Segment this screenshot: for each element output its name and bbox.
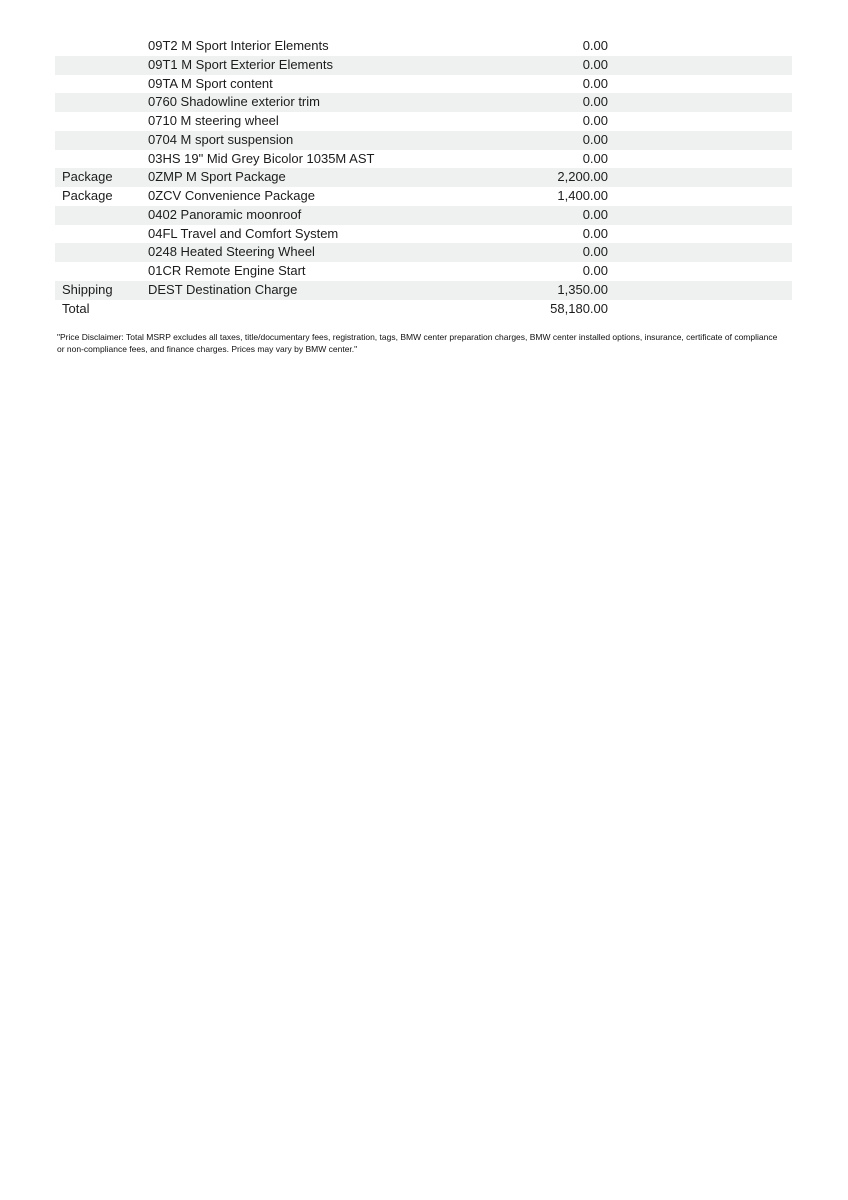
table-row [55,206,792,225]
row-description: 01CR Remote Engine Start [148,263,306,278]
table-row [55,187,792,206]
row-description: 0704 M sport suspension [148,131,294,147]
table-row [55,112,792,131]
table-row [55,225,792,244]
table-row [55,281,792,300]
row-value: 0.00 [582,150,608,166]
row-value: 0.00 [582,131,608,147]
row-description: 09TA M Sport content [148,75,273,91]
row-category: Package [62,188,113,203]
row-description: DEST Destination Charge [148,281,298,297]
row-description: 0ZMP M Sport Package [148,169,286,185]
table-row [55,56,792,75]
table-row [55,168,792,187]
row-description: 0ZCV Convenience Package [148,188,315,203]
row-value: 0.00 [582,244,608,260]
row-description: 0760 Shadowline exterior trim [148,94,320,110]
row-value: 1,400.00 [557,188,608,203]
row-value: 0.00 [582,75,608,91]
row-value: 1,350.00 [557,281,608,297]
row-description: 09T1 M Sport Exterior Elements [148,56,333,72]
row-category: Total [62,300,90,316]
table-row [55,150,792,169]
row-value: 0.00 [582,38,608,53]
row-description: 03HS 19" Mid Grey Bicolor 1035M AST [148,150,375,166]
table-row [55,75,792,94]
row-value: 0.00 [582,113,608,128]
table-row [55,300,792,319]
row-value: 0.00 [582,225,608,241]
row-category: Shipping [62,281,113,297]
row-description: 0710 M steering wheel [148,113,279,128]
row-value: 58,180.00 [550,300,608,316]
table-row [55,131,792,150]
row-value: 0.00 [582,263,608,278]
row-value: 0.00 [582,56,608,72]
price-disclaimer: "Price Disclaimer: Total MSRP excludes all taxes, title/documentary fees, registration, tags, BMW center preparation charges, BMW center installed options, insurance, certificate of compliance or non-compliance fees, and finance charges. Prices may vary by BMW center." [57,332,778,354]
row-value: 2,200.00 [557,169,608,185]
table-row [55,243,792,262]
row-description: 09T2 M Sport Interior Elements [148,38,329,53]
row-category: Package [62,169,113,185]
table-row [55,262,792,281]
row-description: 04FL Travel and Comfort System [148,225,339,241]
table-row [55,93,792,112]
row-description: 0402 Panoramic moonroof [148,206,302,222]
row-description: 0248 Heated Steering Wheel [148,244,315,260]
row-value: 0.00 [582,94,608,110]
pricing-table [55,37,792,318]
table-row [55,37,792,56]
row-value: 0.00 [582,206,608,222]
